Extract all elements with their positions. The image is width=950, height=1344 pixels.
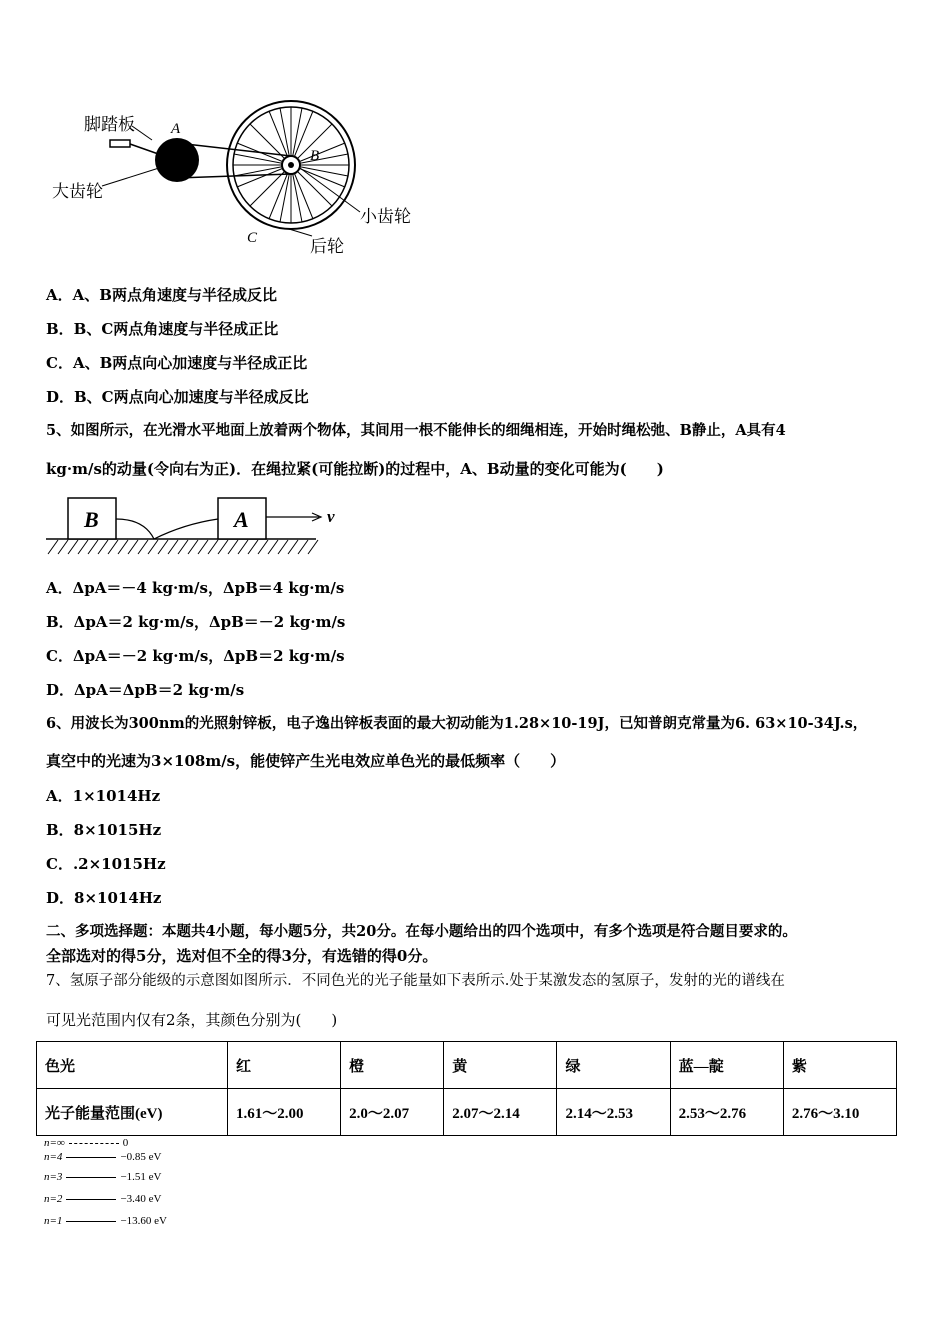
label-pedal: 脚踏板: [84, 115, 135, 135]
table-cell: 黄: [444, 1042, 557, 1089]
label-point-b: B: [310, 148, 320, 164]
pedal-leader: [132, 126, 152, 140]
table-cell: 1.61～2.00: [228, 1089, 341, 1136]
velocity-label: v: [327, 507, 335, 526]
table-cell: 橙: [341, 1042, 444, 1089]
label-point-c: C: [247, 230, 258, 246]
table-cell: 2.07～2.14: [444, 1089, 557, 1136]
bicycle-svg: [44, 96, 444, 261]
label-big-gear: 大齿轮: [52, 182, 103, 202]
q5-option-a: A．ΔpA＝－4 kg·m/s，ΔpB＝4 kg·m/s: [46, 579, 345, 597]
table-cell: 2.0～2.07: [341, 1089, 444, 1136]
q4-option-d: D．B、C两点向心加速度与半径成反比: [46, 388, 309, 406]
blocks-svg: [44, 494, 344, 560]
label-rear-wheel: 后轮: [310, 237, 344, 257]
q4-option-b: B．B、C两点角速度与半径成正比: [46, 320, 279, 338]
table-cell: 红: [228, 1042, 341, 1089]
q5-option-c: C．ΔpA＝－2 kg·m/s，ΔpB＝2 kg·m/s: [46, 647, 345, 665]
q6-option-d: D．8×1014Hz: [46, 889, 162, 907]
q6-stem-line2: 真空中的光速为3×108m/s，能使锌产生光电效应单色光的最低频率（ ）: [46, 752, 566, 770]
ground-hatch: [48, 540, 318, 554]
bicycle-figure: [44, 96, 444, 261]
table-row: [37, 1089, 897, 1136]
q6-stem-line1: 6、用波长为300nm的光照射锌板，电子逸出锌板表面的最大初动能为1.28×10-19J，已知普朗克常量为6. 63×10-34J.s，: [46, 715, 868, 732]
q6-option-c: C．.2×1015Hz: [46, 855, 166, 873]
table-cell: 2.14～2.53: [557, 1089, 670, 1136]
q6-option-b: B．8×1015Hz: [46, 821, 162, 839]
pedal: [110, 140, 130, 147]
q5-stem-line1: 5、如图所示，在光滑水平地面上放着两个物体，其间用一根不能伸长的细绳相连，开始时绳松弛、B静止，A具有4: [46, 422, 786, 439]
level-energy: −1.51 eV: [120, 1171, 162, 1183]
level-row: [44, 1137, 128, 1149]
q5-option-b: B．ΔpA＝2 kg·m/s，ΔpB＝－2 kg·m/s: [46, 613, 346, 631]
label-point-a: A: [171, 121, 181, 137]
level-row: [44, 1171, 161, 1183]
level-energy: −0.85 eV: [120, 1151, 162, 1163]
photon-energy-table: [36, 1041, 897, 1136]
level-row: [44, 1151, 161, 1163]
block-a-label: A: [234, 507, 249, 532]
q7-stem-line2: 可见光范围内仅有2条，其颜色分别为( ): [46, 1011, 338, 1029]
q5-option-d: D．ΔpA＝ΔpB＝2 kg·m/s: [46, 681, 245, 699]
table-cell: 绿: [557, 1042, 670, 1089]
table-cell: 2.53～2.76: [670, 1089, 783, 1136]
q4-option-c: C．A、B两点向心加速度与半径成正比: [46, 354, 308, 372]
table-cell: 紫: [783, 1042, 896, 1089]
q5-stem-line2: kg·m/s的动量(令向右为正)．在绳拉紧(可能拉断)的过程中，A、B动量的变化可能为( ): [46, 460, 664, 478]
hub: [288, 162, 294, 168]
q4-option-a: A．A、B两点角速度与半径成反比: [46, 286, 277, 304]
level-row: [44, 1193, 161, 1205]
big-gear: [155, 138, 199, 182]
level-n: n=3: [44, 1171, 63, 1183]
table-cell: 2.76～3.10: [783, 1089, 896, 1136]
wheel-leader: [289, 229, 312, 236]
q6-option-a: A．1×1014Hz: [46, 787, 161, 805]
level-row: [44, 1215, 167, 1227]
level-n: n=2: [44, 1193, 63, 1205]
level-n: n=∞: [44, 1137, 65, 1149]
level-n: n=4: [44, 1151, 63, 1163]
block-b-label: B: [84, 507, 99, 532]
level-energy: 0: [122, 1137, 129, 1149]
big-gear-leader: [102, 168, 159, 186]
table-row: [37, 1042, 897, 1089]
label-small-gear: 小齿轮: [360, 207, 411, 227]
rope: [116, 519, 218, 539]
table-cell: 色光: [37, 1042, 228, 1089]
level-energy: −13.60 eV: [120, 1215, 167, 1227]
section2-heading-line1: 二、多项选择题：本题共4小题，每小题5分，共20分。在每小题给出的四个选项中，有多个选项是符合题目要求的。: [46, 923, 797, 940]
q7-stem-line1: 7、氢原子部分能级的示意图如图所示．不同色光的光子能量如下表所示.处于某激发态的氢原子，发射的光的谱线在: [46, 973, 785, 989]
table-cell: 光子能量范围(eV): [37, 1089, 228, 1136]
level-energy: −3.40 eV: [120, 1193, 162, 1205]
blocks-figure: [44, 494, 344, 560]
level-n: n=1: [44, 1215, 63, 1227]
table-cell: 蓝—靛: [670, 1042, 783, 1089]
section2-heading-line2: 全部选对的得5分，选对但不全的得3分，有选错的得0分。: [46, 947, 438, 965]
